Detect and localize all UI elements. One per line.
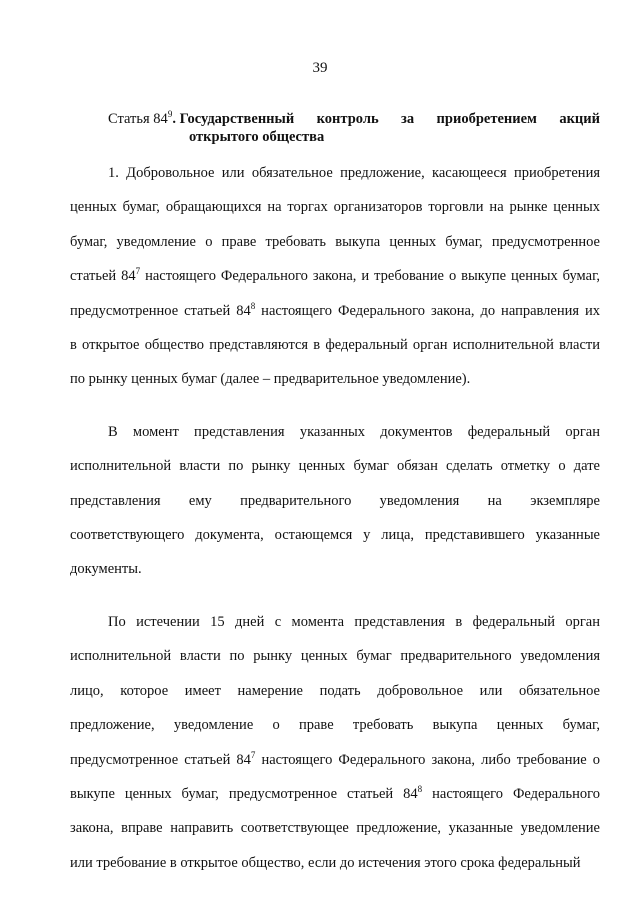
text-line xyxy=(70,743,600,777)
text-line: соответствующего документа, остающемся у лица, представившего указанные xyxy=(70,527,600,544)
text-line xyxy=(70,259,600,293)
article-prefix-dot: . xyxy=(172,111,176,127)
text-fragment: настоящего Федерального закона, либо требование о xyxy=(255,751,600,768)
text-line: 1. Добровольное или обязательное предложение, касающееся приобретения xyxy=(108,165,600,181)
article-title-word: контроль xyxy=(316,111,379,127)
article-title-word: Государственный xyxy=(179,111,295,127)
text-line: документы. xyxy=(70,561,142,578)
text-line: По истечении 15 дней с момента представления в федеральный орган xyxy=(108,613,600,630)
text-line: исполнительной власти по рынку ценных бумаг обязан сделать отметку о дате xyxy=(70,458,600,475)
article-prefix: Статья 84 xyxy=(108,111,168,127)
superscript: 8 xyxy=(417,783,423,794)
text-fragment: выкупе ценных бумаг, предусмотренное статьей 84 xyxy=(70,785,418,802)
text-fragment: статьей 84 xyxy=(70,268,136,285)
text-line: или требование в открытое общество, если до истечения этого срока федеральный xyxy=(70,854,581,871)
article-prefix-superscript: 9 xyxy=(167,109,173,119)
text-line: бумаг, уведомление о праве требовать выкупа ценных бумаг, предусмотренное xyxy=(70,233,600,250)
article-body xyxy=(70,156,600,880)
article-title-word: акций xyxy=(559,111,600,127)
page-number: 39 xyxy=(312,60,328,76)
text-fragment: настоящего Федерального закона, и требование о выкупе ценных бумаг, xyxy=(140,268,601,285)
article-title-word: приобретением xyxy=(436,111,537,127)
text-line: лицо, которое имеет намерение подать добровольное или обязательное xyxy=(70,682,600,699)
text-line: В момент представления указанных документов федеральный орган xyxy=(108,423,600,440)
text-line: представления ему предварительного уведомления на экземпляре xyxy=(70,492,600,509)
article-number xyxy=(108,110,294,128)
text-line xyxy=(70,294,600,328)
text-fragment: настоящего Федерального закона, до направления их xyxy=(255,302,600,319)
text-line: исполнительной власти по рынку ценных бумаг предварительного уведомления xyxy=(70,648,600,665)
text-fragment: предусмотренное статьей 84 xyxy=(70,302,251,319)
article-heading xyxy=(108,110,600,146)
article-title-word: за xyxy=(401,111,415,127)
text-line: ценных бумаг, обращающихся на торгах организаторов торговли на рынке ценных xyxy=(70,199,600,216)
article-heading-line-1 xyxy=(108,110,600,128)
text-fragment: настоящего Федерального xyxy=(422,785,600,802)
text-line: по рынку ценных бумаг (далее – предварительное уведомление). xyxy=(70,371,471,388)
paragraph xyxy=(70,605,600,880)
article-title-line-2: открытого общества xyxy=(189,129,325,145)
text-line: в открытое общество представляются в федеральный орган исполнительной власти xyxy=(70,337,600,354)
text-fragment: предусмотренное статьей 84 xyxy=(70,751,251,768)
text-line: закона, вправе направить соответствующее предложение, указанные уведомление xyxy=(70,820,600,837)
paragraph xyxy=(70,415,600,587)
superscript: 7 xyxy=(250,749,256,760)
text-line xyxy=(70,777,600,811)
paragraph xyxy=(70,156,600,397)
text-line: предложение, уведомление о праве требовать выкупа ценных бумаг, xyxy=(70,717,600,734)
superscript: 7 xyxy=(135,266,141,277)
superscript: 8 xyxy=(250,300,256,311)
